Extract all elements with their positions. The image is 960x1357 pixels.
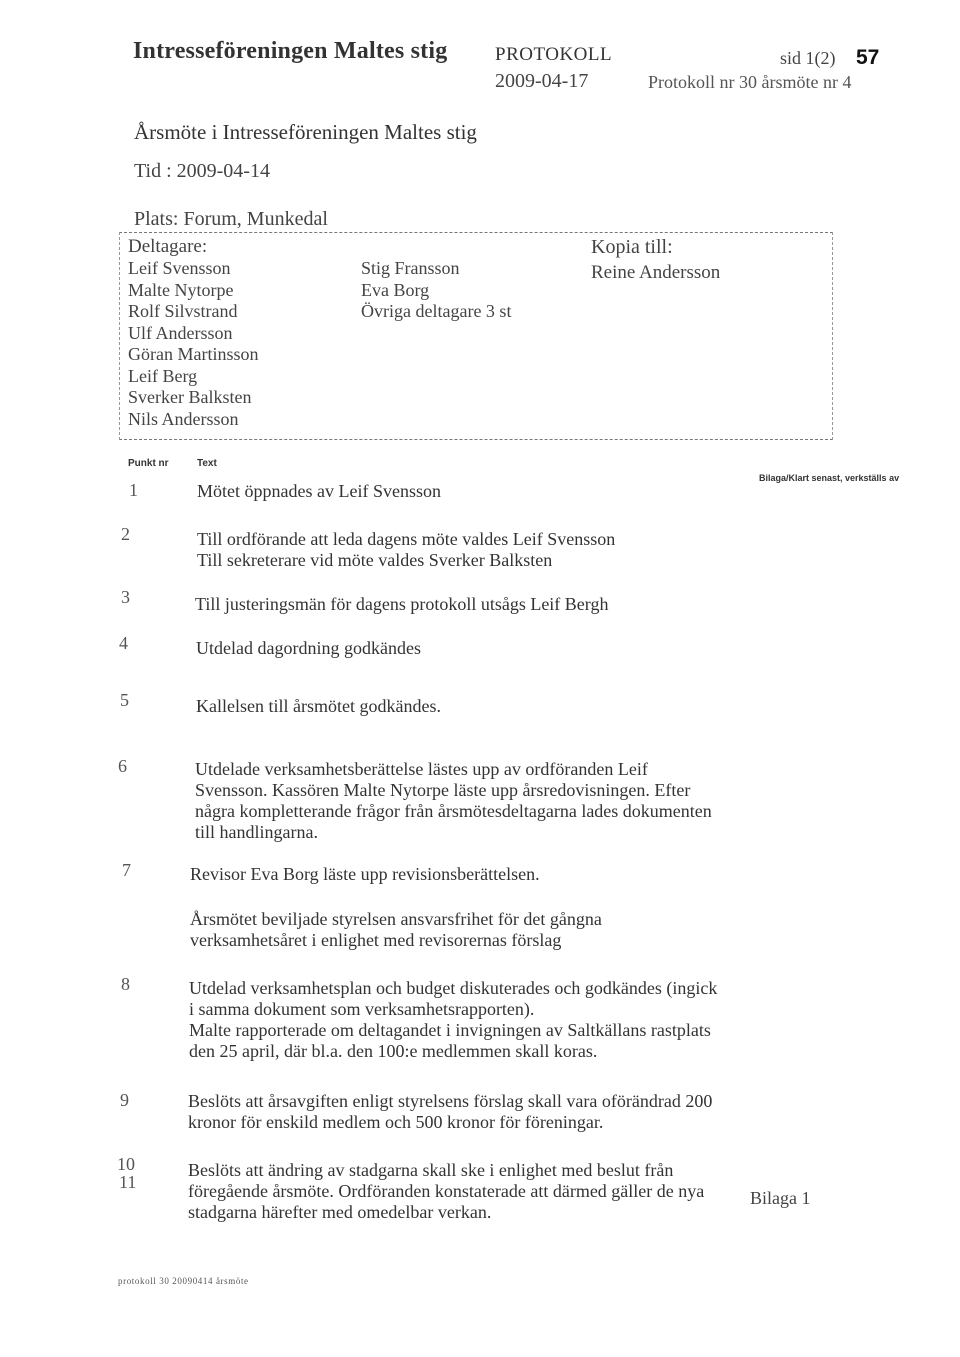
item-line: Beslöts att ändring av stadgarna skall ske i enlighet med beslut från föregående årsmöte. Ordföranden konstaterade att därmed gäller de nya stadgarna härefter med omedelbar verkan.	[188, 1160, 705, 1222]
item-text	[195, 594, 735, 615]
item-number: 9	[120, 1090, 129, 1110]
column-header-punkt: Punkt nr	[128, 458, 169, 469]
meeting-title: Årsmöte i Intresseföreningen Maltes stig	[134, 120, 477, 144]
item-line: Kallelsen till årsmötet godkändes.	[196, 696, 441, 716]
item-line: Mötet öppnades av Leif Svensson	[197, 481, 441, 501]
item-number: 4	[119, 633, 128, 653]
participant-name: Göran Martinsson	[128, 344, 259, 364]
meeting-place: Plats: Forum, Munkedal	[134, 208, 328, 230]
participant-name: Leif Berg	[128, 365, 198, 386]
column-header-text: Text	[197, 458, 217, 469]
item-number: 8	[121, 974, 130, 994]
item-number: 3	[121, 587, 130, 607]
item-line: Årsmötet beviljade styrelsen ansvarsfrihet för det gångna verksamhetsåret i enlighet med revisorernas förslag	[190, 909, 602, 950]
participants-label: Deltagare:	[128, 236, 208, 257]
item-text	[188, 1160, 728, 1223]
item-text	[188, 1091, 733, 1133]
item-line: Beslöts att årsavgiften enligt styrelsens förslag skall vara oförändrad 200 kronor för enskild medlem och 500 kronor för föreningar.	[188, 1091, 713, 1132]
item-line: Utdelad dagordning godkändes	[196, 638, 421, 658]
item-number: 11	[119, 1172, 137, 1192]
item-text	[196, 696, 736, 717]
item-text	[197, 529, 667, 571]
participant-name: Nils Andersson	[128, 408, 239, 429]
participant-name: Övriga deltagare 3 st	[361, 301, 512, 321]
item-number: 6	[118, 756, 127, 776]
item-line: Till justeringsmän för dagens protokoll utsågs Leif Bergh	[195, 594, 609, 614]
item-text	[189, 978, 719, 1062]
protocol-number: Protokoll nr 30 årsmöte nr 4	[648, 72, 852, 92]
page-indicator: sid 1(2)	[780, 48, 836, 68]
document-date: 2009-04-17	[495, 70, 589, 92]
bilaga-reference: Bilaga 1	[750, 1188, 811, 1208]
participant-name: Sverker Balksten	[128, 387, 252, 407]
item-number: 7	[122, 860, 131, 880]
item-number: 1	[129, 480, 138, 500]
participants-column-2	[361, 258, 511, 323]
item-line: Utdelad verksamhetsplan och budget diskuterades och godkändes (ingick i samma dokument som verksamhetsrapporten).	[189, 978, 718, 1019]
item-text	[190, 864, 660, 951]
copy-to-label: Kopia till:	[591, 236, 673, 258]
participant-name: Ulf Andersson	[128, 322, 233, 343]
item-line: Revisor Eva Borg läste upp revisionsberättelsen.	[190, 864, 540, 884]
item-line: Utdelade verksamhetsberättelse lästes upp av ordföranden Leif Svensson. Kassören Malte Nytorpe läste upp årsredovisningen. Efter några kompletterande frågor från årsmötesdeltagarna lades dokumenten till handlingarna.	[195, 759, 712, 842]
document-type: PROTOKOLL	[495, 44, 613, 65]
copy-to-name: Reine Andersson	[591, 262, 721, 283]
item-number: 10	[117, 1154, 135, 1174]
participant-name: Leif Svensson	[128, 258, 231, 278]
item-line: Till ordförande att leda dagens möte valdes Leif Svensson	[197, 529, 616, 549]
item-text	[197, 481, 737, 502]
handwritten-page-number: 57	[856, 46, 880, 69]
footer-filename: protokoll 30 20090414 årsmöte	[118, 1276, 249, 1286]
participant-name: Malte Nytorpe	[128, 279, 234, 300]
column-header-bilaga: Bilaga/Klart senast, verkställs av	[759, 473, 900, 483]
item-line: Till sekreterare vid möte valdes Sverker Balksten	[197, 550, 553, 570]
item-text	[195, 759, 715, 843]
organization-name: Intresseföreningen Maltes stig	[133, 38, 448, 64]
item-line: Malte rapporterade om deltagandet i invigningen av Saltkällans rastplats den 25 april, där bl.a. den 100:e medlemmen skall koras.	[189, 1020, 711, 1061]
participant-name: Rolf Silvstrand	[128, 301, 238, 321]
participant-name: Stig Fransson	[361, 258, 460, 278]
item-number: 5	[120, 690, 129, 710]
meeting-time: Tid : 2009-04-14	[134, 160, 270, 182]
item-number: 2	[121, 524, 130, 544]
participants-column-1	[128, 258, 258, 430]
participant-name: Eva Borg	[361, 279, 430, 300]
item-text	[196, 638, 736, 659]
